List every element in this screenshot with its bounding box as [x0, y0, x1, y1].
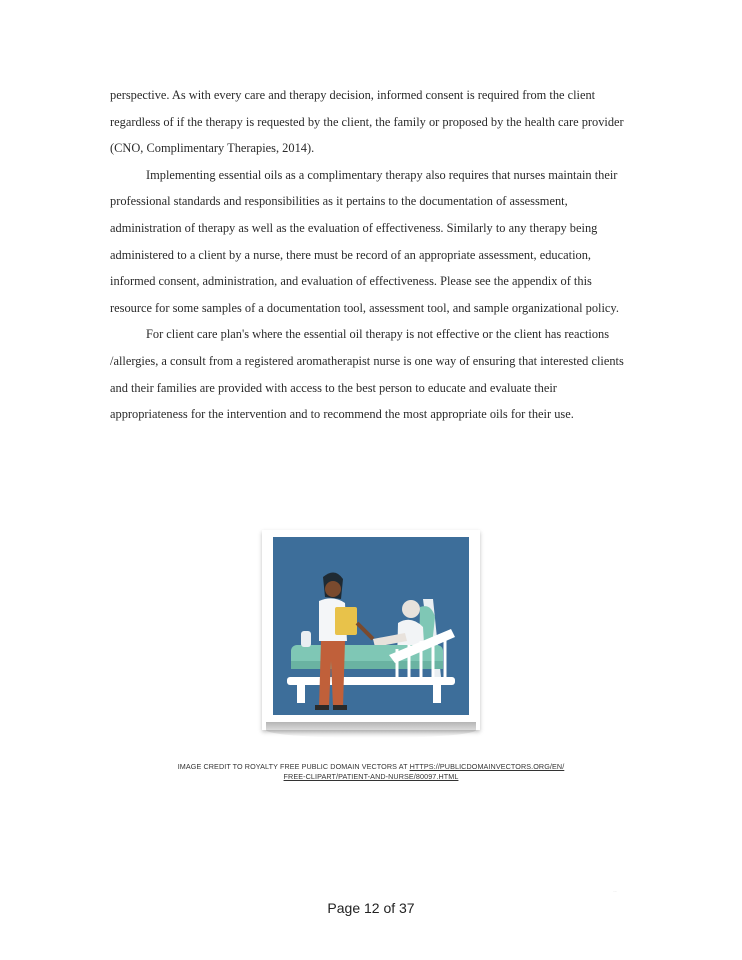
image-credit-text: IMAGE CREDIT TO ROYALTY FREE PUBLIC DOMAIN VECTORS AT: [177, 762, 410, 771]
image-credit: [110, 762, 632, 782]
nurse-patient-figure: [262, 530, 480, 742]
nurse-shoe-left: [315, 705, 329, 710]
image-credit-link[interactable]: HTTPS://PUBLICDOMAINVECTORS.ORG/EN/: [409, 762, 565, 771]
nurse-clipboard: [335, 607, 357, 635]
bed-leg-left: [297, 685, 305, 703]
figure-shadow: [266, 722, 476, 738]
nurse-head: [325, 581, 341, 597]
patient-head: [402, 600, 420, 618]
footer-mark: ...: [613, 888, 617, 893]
bed-leg-right: [433, 685, 441, 703]
paragraph-1: perspective. As with every care and therapy decision, informed consent is required from the client regardless of if the therapy is requested by the client, the family or proposed by the health care provider (CNO, Complimentary Therapies, 2014).: [110, 88, 624, 156]
body-text: [110, 82, 635, 428]
nurse-shoe-right: [333, 705, 347, 710]
bed-frame: [287, 677, 455, 685]
page-number: Page 12 of 37: [327, 900, 415, 916]
paragraph-3: For client care plan's where the essential oil therapy is not effective or the client has reactions /allergies, a consult from a registered aromatherapist nurse is one way of ensuring that interested clients and their families are provided with access to the best person to educate and evaluate their appropriateness for the intervention and to recommend the most appropriate oils for their use.: [110, 327, 624, 422]
bedside-item: [301, 631, 311, 647]
image-credit-link-continued[interactable]: FREE-CLIPART/PATIENT-AND-NURSE/80097.HTML: [283, 772, 459, 781]
nurse-and-patient-illustration: [273, 537, 469, 715]
paragraph-2: Implementing essential oils as a complimentary therapy also requires that nurses maintain their professional standards and responsibilities as it pertains to the documentation of assessment, administration of therapy as well as the evaluation of effectiveness. Similarly to any therapy being administered to a client by a nurse, there must be record of an appropriate assessment, education, informed consent, administration, and evaluation of effectiveness. Please see the appendix of this resource for some samples of a documentation tool, assessment tool, and sample organizational policy.: [110, 167, 619, 315]
